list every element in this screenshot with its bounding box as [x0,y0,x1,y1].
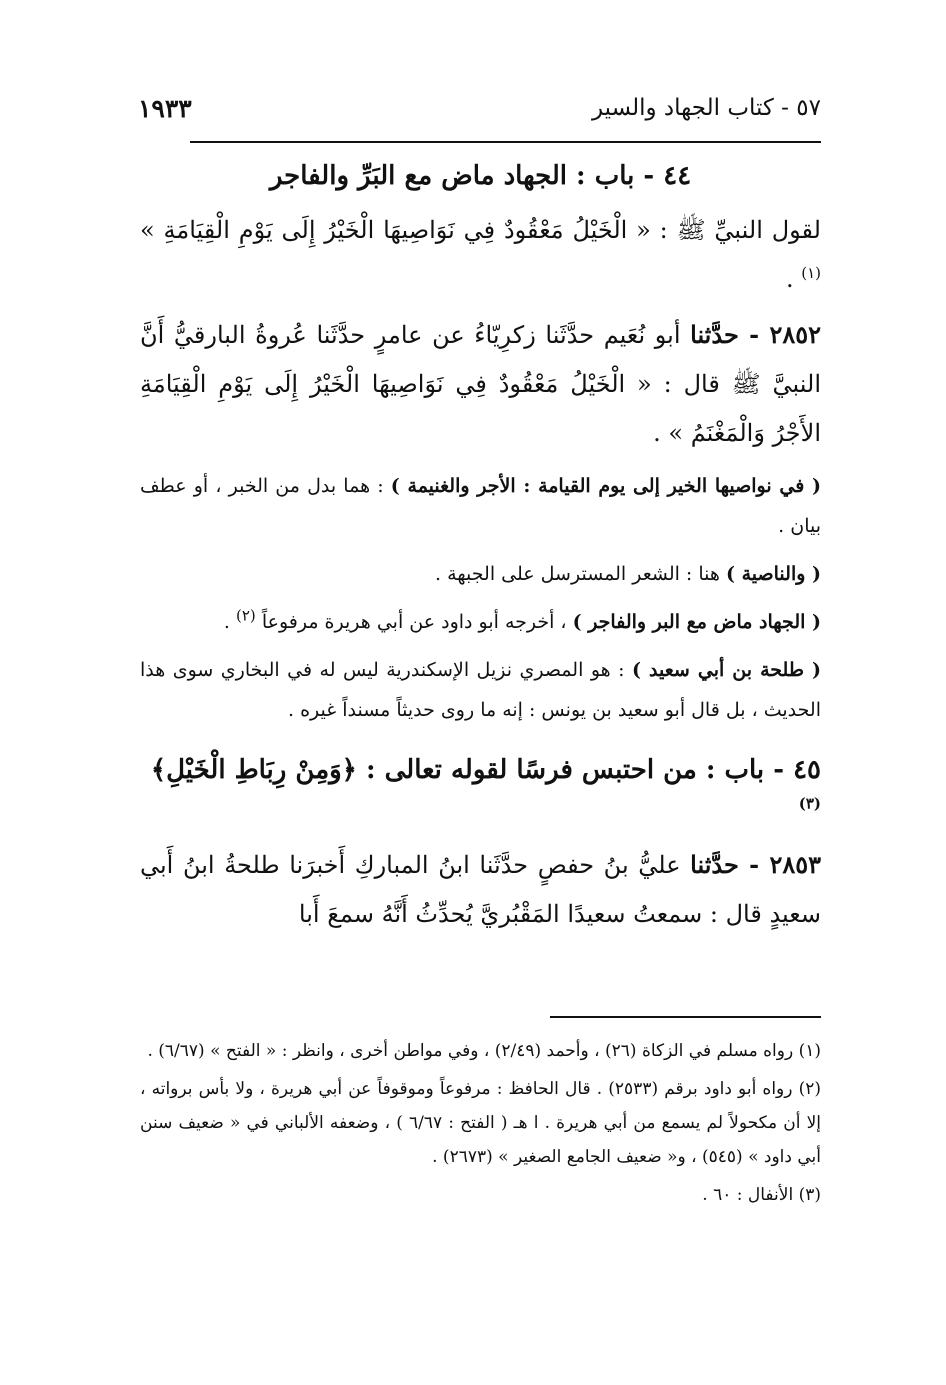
quran-quote: ﴿وَمِنْ رِبَاطِ الْخَيْلِ﴾ [150,755,357,785]
footnote-2: (٢) رواه أبو داود برقم (٢٥٣٣) . قال الحافظ : مرفوعاً وموقوفاً عن أبي هريرة ، ولا بأس برواته ، إلا أن مكحولاً لم يسمع من أبي هريرة . ا هـ ( الفتح : ٦/٦٧ ) ، وضعفه الألباني في « ضعيف سنن أبي داود » (٥٤٥) ، و« ضعيف الجامع الصغير » (٢٦٧٣) . [140,1079,821,1167]
footnote-ref-1: (١) [801,264,821,282]
hadith-number: ٢٨٥٢ [769,320,821,349]
chapter-heading-45 [140,750,821,830]
footnotes [140,1034,821,1216]
page-header [138,86,821,130]
footnote-ref-3: (٣) [798,794,821,813]
hadith-chain-lead: - حدَّثنا [690,850,770,879]
chapter-intro-text: لقول النبيِّ ﷺ : « الْخَيْلُ مَعْقُودٌ فِي نَوَاصِيهَا الْخَيْرُ إِلَى يَوْمِ الْقِيَامَةِ » [140,216,821,244]
commentary-text: : هو المصري نزيل الإسكندرية ليس له في البخاري سوى هذا الحديث ، بل قال أبو سعيد بن يونس : إنه ما روى حديثاً مسنداً غيره . [140,659,821,721]
commentary-lemma: ( طلحة بن أبي سعيد ) [632,659,821,681]
chapter-heading-44: ٤٤ - باب : الجهاد ماض مع البَرِّ والفاجر [269,161,692,191]
commentary-text: هنا : الشعر المسترسل على الجبهة . [435,563,726,585]
commentary-item [140,554,821,594]
commentary-lemma: ( في نواصيها الخير إلى يوم القيامة : الأجر والغنيمة ) [390,475,821,497]
main-text [140,150,821,945]
commentary-item [140,466,821,546]
commentary-text: ، أخرجه أبو داود عن أبي هريرة مرفوعاً [261,611,573,633]
hadith-number: ٢٨٥٣ [769,850,822,879]
commentary-end: . [223,611,236,633]
commentary-item [140,602,821,642]
chapter-intro-end: . [785,265,802,293]
footnote-1: (١) رواه مسلم في الزكاة (٢٦) ، وأحمد (٢/٤٩) ، وفي مواطن أخرى ، وانظر : « الفتح » (٦/٦٧) . [147,1041,821,1061]
page-number: ١٩٣٣ [138,93,192,123]
hadith-2853 [140,840,821,939]
running-title: ٥٧ - كتاب الجهاد والسير [591,95,821,121]
footnote-3: (٣) الأنفال : ٦٠ . [702,1185,821,1205]
chapter-intro [140,206,821,304]
hadith-chain-lead: - حدَّثنا [690,320,770,349]
hadith-text: عليُّ بنُ حفصٍ حدَّثَنا ابنُ المباركِ أَخبرَنا طلحةُ ابنُ أَبي سعيدٍ قال : سمعتُ سعيدًا المَقْبُريَّ يُحدِّثُ أَنَّهُ سمعَ أَبا [140,851,821,928]
footnote-rule [550,1016,821,1018]
commentary-lemma: ( والناصية ) [725,563,821,585]
commentary-text: : هما بدل من الخبر ، أو عطف بيان . [140,475,821,537]
chapter-heading-45-text: ٤٥ - باب : من احتبس فرسًا لقوله تعالى : [356,755,821,785]
hadith-text: أبو نُعَيم حدَّثَنا زكرِيّاءُ عن عامرٍ حدَّثَنا عُروةُ البارقيُّ أَنَّ النبيَّ ﷺ قال : « الْخَيْلُ مَعْقُودٌ فِي نَوَاصِيهَا الْخَيْرُ إِلَى يَوْمِ الْقِيَامَةِ الأَجْرُ وَالْمَغْنَمُ » . [140,321,821,447]
commentary-item [140,650,821,730]
footnote-ref-2: (٢) [236,606,256,625]
hadith-2852 [140,310,821,458]
commentary-lemma: ( الجهاد ماض مع البر والفاجر ) [572,611,821,633]
header-rule [190,141,821,143]
